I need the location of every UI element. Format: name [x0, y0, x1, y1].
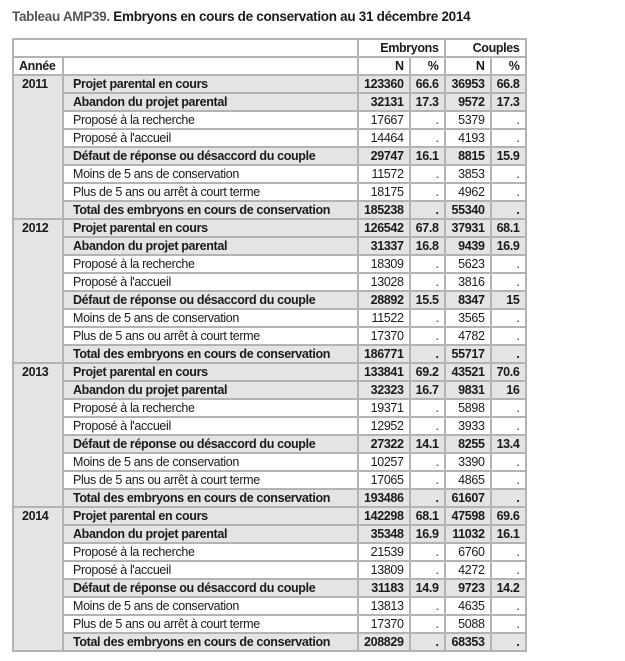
couples-pct-cell: .: [491, 111, 526, 129]
embryons-n-cell: 31337: [358, 237, 410, 255]
embryons-n-cell: 21539: [358, 543, 410, 561]
embryons-pct-cell: .: [410, 489, 445, 507]
row-label-cell: Total des embryons en cours de conservation: [63, 633, 358, 651]
row-label-cell: Total des embryons en cours de conservation: [63, 489, 358, 507]
embryons-n-cell: 17065: [358, 471, 410, 489]
embryons-pct-cell: .: [410, 597, 445, 615]
table-row: [13, 453, 526, 471]
couples-pct-cell: .: [491, 561, 526, 579]
couples-pct-cell: .: [491, 183, 526, 201]
couples-pct-cell: .: [491, 345, 526, 363]
embryons-n-cell: 193486: [358, 489, 410, 507]
couples-n-cell: 5898: [445, 399, 491, 417]
couples-pct-cell: .: [491, 489, 526, 507]
table-row: [13, 597, 526, 615]
couples-n-cell: 11032: [445, 525, 491, 543]
couples-n-cell: 8255: [445, 435, 491, 453]
couples-pct-cell: .: [491, 327, 526, 345]
embryons-pct-cell: .: [410, 255, 445, 273]
embryons-n-cell: 13813: [358, 597, 410, 615]
couples-n-cell: 9831: [445, 381, 491, 399]
embryons-pct-cell: .: [410, 615, 445, 633]
year-cell: 2014: [13, 507, 63, 651]
embryons-pct-cell: 69.2: [410, 363, 445, 381]
row-label-cell: Moins de 5 ans de conservation: [63, 309, 358, 327]
table-row: [13, 75, 526, 93]
embryons-n-cell: 13028: [358, 273, 410, 291]
embryons-n-cell: 18309: [358, 255, 410, 273]
couples-n-cell: 37931: [445, 219, 491, 237]
couples-pct-cell: 16.1: [491, 525, 526, 543]
table-row: [13, 309, 526, 327]
embryons-n-cell: 28892: [358, 291, 410, 309]
table-row: [13, 165, 526, 183]
row-label-cell: Proposé à l'accueil: [63, 417, 358, 435]
embryons-n-cell: 133841: [358, 363, 410, 381]
embryons-pct-cell: 66.6: [410, 75, 445, 93]
couples-n-cell: 9572: [445, 93, 491, 111]
row-label-cell: Plus de 5 ans ou arrêt à court terme: [63, 615, 358, 633]
embryons-pct-cell: .: [410, 471, 445, 489]
embryons-n-cell: 17370: [358, 615, 410, 633]
row-label-cell: Abandon du projet parental: [63, 237, 358, 255]
row-label-cell: Proposé à l'accueil: [63, 129, 358, 147]
header-embryons-pct: %: [410, 57, 445, 75]
couples-pct-cell: 66.8: [491, 75, 526, 93]
table-row: [13, 237, 526, 255]
table-row: [13, 93, 526, 111]
row-label-cell: Abandon du projet parental: [63, 93, 358, 111]
table-row: [13, 471, 526, 489]
table-row: [13, 525, 526, 543]
couples-pct-cell: .: [491, 129, 526, 147]
couples-pct-cell: .: [491, 597, 526, 615]
table-row: [13, 561, 526, 579]
embryons-n-cell: 14464: [358, 129, 410, 147]
couples-pct-cell: 13.4: [491, 435, 526, 453]
embryons-n-cell: 32131: [358, 93, 410, 111]
embryons-n-cell: 185238: [358, 201, 410, 219]
couples-pct-cell: .: [491, 309, 526, 327]
table-row: [13, 615, 526, 633]
couples-pct-cell: .: [491, 273, 526, 291]
embryons-n-cell: 186771: [358, 345, 410, 363]
couples-pct-cell: 70.6: [491, 363, 526, 381]
year-cell: 2011: [13, 75, 63, 219]
header-row-groups: [13, 39, 526, 57]
row-label-cell: Total des embryons en cours de conservation: [63, 201, 358, 219]
couples-n-cell: 68353: [445, 633, 491, 651]
embryons-pct-cell: .: [410, 183, 445, 201]
table-row: [13, 489, 526, 507]
couples-n-cell: 3565: [445, 309, 491, 327]
couples-pct-cell: .: [491, 615, 526, 633]
couples-pct-cell: 69.6: [491, 507, 526, 525]
embryons-pct-cell: .: [410, 417, 445, 435]
row-label-cell: Défaut de réponse ou désaccord du couple: [63, 579, 358, 597]
table-row: [13, 507, 526, 525]
row-label-cell: Abandon du projet parental: [63, 381, 358, 399]
table-row: [13, 111, 526, 129]
couples-n-cell: 4635: [445, 597, 491, 615]
couples-pct-cell: 15.9: [491, 147, 526, 165]
table-row: [13, 129, 526, 147]
row-label-cell: Proposé à la recherche: [63, 399, 358, 417]
embryons-pct-cell: .: [410, 165, 445, 183]
row-label-cell: Proposé à l'accueil: [63, 273, 358, 291]
header-annee: Année: [13, 57, 63, 75]
header-embryons-n: N: [358, 57, 410, 75]
couples-n-cell: 4272: [445, 561, 491, 579]
table-row: [13, 633, 526, 651]
header-couples-pct: %: [491, 57, 526, 75]
embryons-pct-cell: 67.8: [410, 219, 445, 237]
embryons-n-cell: 32323: [358, 381, 410, 399]
row-label-cell: Moins de 5 ans de conservation: [63, 453, 358, 471]
embryos-table: [12, 38, 527, 652]
row-label-cell: Projet parental en cours: [63, 507, 358, 525]
year-cell: 2012: [13, 219, 63, 363]
couples-n-cell: 3390: [445, 453, 491, 471]
table-row: [13, 291, 526, 309]
embryons-n-cell: 19371: [358, 399, 410, 417]
embryons-pct-cell: .: [410, 273, 445, 291]
row-label-cell: Projet parental en cours: [63, 219, 358, 237]
embryons-pct-cell: .: [410, 201, 445, 219]
couples-pct-cell: 16: [491, 381, 526, 399]
couples-n-cell: 6760: [445, 543, 491, 561]
table-row: [13, 345, 526, 363]
table-row: [13, 399, 526, 417]
embryons-pct-cell: .: [410, 543, 445, 561]
embryons-n-cell: 123360: [358, 75, 410, 93]
row-label-cell: Projet parental en cours: [63, 75, 358, 93]
embryons-n-cell: 208829: [358, 633, 410, 651]
couples-n-cell: 5379: [445, 111, 491, 129]
embryons-pct-cell: 16.1: [410, 147, 445, 165]
couples-n-cell: 55717: [445, 345, 491, 363]
table-code: Tableau AMP39.: [12, 9, 110, 24]
couples-pct-cell: .: [491, 165, 526, 183]
embryons-n-cell: 12952: [358, 417, 410, 435]
row-label-cell: Projet parental en cours: [63, 363, 358, 381]
embryons-pct-cell: .: [410, 561, 445, 579]
couples-n-cell: 61607: [445, 489, 491, 507]
embryons-pct-cell: 17.3: [410, 93, 445, 111]
header-empty: [13, 39, 358, 57]
table-row: [13, 219, 526, 237]
embryons-pct-cell: .: [410, 633, 445, 651]
table-row: [13, 273, 526, 291]
couples-pct-cell: .: [491, 453, 526, 471]
row-label-cell: Proposé à la recherche: [63, 255, 358, 273]
header-row-columns: [13, 57, 526, 75]
embryons-pct-cell: .: [410, 453, 445, 471]
couples-n-cell: 3816: [445, 273, 491, 291]
couples-pct-cell: 15: [491, 291, 526, 309]
row-label-cell: Abandon du projet parental: [63, 525, 358, 543]
embryons-pct-cell: .: [410, 345, 445, 363]
embryons-n-cell: 17667: [358, 111, 410, 129]
row-label-cell: Défaut de réponse ou désaccord du couple: [63, 147, 358, 165]
embryons-n-cell: 18175: [358, 183, 410, 201]
row-label-cell: Proposé à l'accueil: [63, 561, 358, 579]
embryons-n-cell: 11522: [358, 309, 410, 327]
embryons-n-cell: 126542: [358, 219, 410, 237]
embryons-pct-cell: .: [410, 111, 445, 129]
couples-pct-cell: .: [491, 417, 526, 435]
row-label-cell: Plus de 5 ans ou arrêt à court terme: [63, 327, 358, 345]
couples-n-cell: 36953: [445, 75, 491, 93]
header-couples-n: N: [445, 57, 491, 75]
couples-pct-cell: .: [491, 543, 526, 561]
row-label-cell: Défaut de réponse ou désaccord du couple: [63, 435, 358, 453]
couples-pct-cell: 17.3: [491, 93, 526, 111]
couples-n-cell: 4865: [445, 471, 491, 489]
embryons-pct-cell: 14.1: [410, 435, 445, 453]
row-label-cell: Proposé à la recherche: [63, 543, 358, 561]
embryons-pct-cell: 68.1: [410, 507, 445, 525]
couples-n-cell: 8815: [445, 147, 491, 165]
table-row: [13, 543, 526, 561]
couples-pct-cell: .: [491, 633, 526, 651]
embryons-n-cell: 17370: [358, 327, 410, 345]
couples-n-cell: 4962: [445, 183, 491, 201]
row-label-cell: Proposé à la recherche: [63, 111, 358, 129]
couples-n-cell: 55340: [445, 201, 491, 219]
table-row: [13, 201, 526, 219]
embryons-pct-cell: .: [410, 309, 445, 327]
embryons-n-cell: 142298: [358, 507, 410, 525]
row-label-cell: Plus de 5 ans ou arrêt à court terme: [63, 183, 358, 201]
table-row: [13, 417, 526, 435]
row-label-cell: Plus de 5 ans ou arrêt à court terme: [63, 471, 358, 489]
couples-pct-cell: 16.9: [491, 237, 526, 255]
table-row: [13, 255, 526, 273]
table-row: [13, 327, 526, 345]
couples-n-cell: 4193: [445, 129, 491, 147]
embryons-n-cell: 27322: [358, 435, 410, 453]
embryons-pct-cell: 16.8: [410, 237, 445, 255]
embryons-n-cell: 10257: [358, 453, 410, 471]
table-title: [12, 9, 470, 24]
table-row: [13, 381, 526, 399]
table-caption: Embryons en cours de conservation au 31 décembre 2014: [113, 9, 471, 24]
embryons-pct-cell: 15.5: [410, 291, 445, 309]
row-label-cell: Moins de 5 ans de conservation: [63, 165, 358, 183]
embryons-n-cell: 31183: [358, 579, 410, 597]
couples-pct-cell: .: [491, 201, 526, 219]
table-row: [13, 579, 526, 597]
row-label-cell: Total des embryons en cours de conservation: [63, 345, 358, 363]
header-couples: Couples: [445, 39, 526, 57]
row-label-cell: Moins de 5 ans de conservation: [63, 597, 358, 615]
embryons-pct-cell: 16.9: [410, 525, 445, 543]
embryons-pct-cell: 16.7: [410, 381, 445, 399]
couples-pct-cell: 68.1: [491, 219, 526, 237]
embryons-n-cell: 35348: [358, 525, 410, 543]
row-label-cell: Défaut de réponse ou désaccord du couple: [63, 291, 358, 309]
couples-n-cell: 43521: [445, 363, 491, 381]
embryons-pct-cell: .: [410, 399, 445, 417]
couples-n-cell: 5623: [445, 255, 491, 273]
couples-n-cell: 5088: [445, 615, 491, 633]
couples-pct-cell: .: [491, 255, 526, 273]
couples-n-cell: 3933: [445, 417, 491, 435]
couples-n-cell: 3853: [445, 165, 491, 183]
embryons-n-cell: 11572: [358, 165, 410, 183]
couples-n-cell: 9723: [445, 579, 491, 597]
embryons-n-cell: 13809: [358, 561, 410, 579]
header-blank: [63, 57, 358, 75]
embryons-pct-cell: 14.9: [410, 579, 445, 597]
couples-n-cell: 8347: [445, 291, 491, 309]
couples-pct-cell: 14.2: [491, 579, 526, 597]
couples-n-cell: 4782: [445, 327, 491, 345]
couples-pct-cell: .: [491, 399, 526, 417]
table-row: [13, 183, 526, 201]
header-embryons: Embryons: [358, 39, 445, 57]
couples-n-cell: 9439: [445, 237, 491, 255]
embryons-pct-cell: .: [410, 129, 445, 147]
table-row: [13, 363, 526, 381]
embryons-pct-cell: .: [410, 327, 445, 345]
embryons-n-cell: 29747: [358, 147, 410, 165]
couples-pct-cell: .: [491, 471, 526, 489]
table-row: [13, 435, 526, 453]
table-row: [13, 147, 526, 165]
couples-n-cell: 47598: [445, 507, 491, 525]
year-cell: 2013: [13, 363, 63, 507]
